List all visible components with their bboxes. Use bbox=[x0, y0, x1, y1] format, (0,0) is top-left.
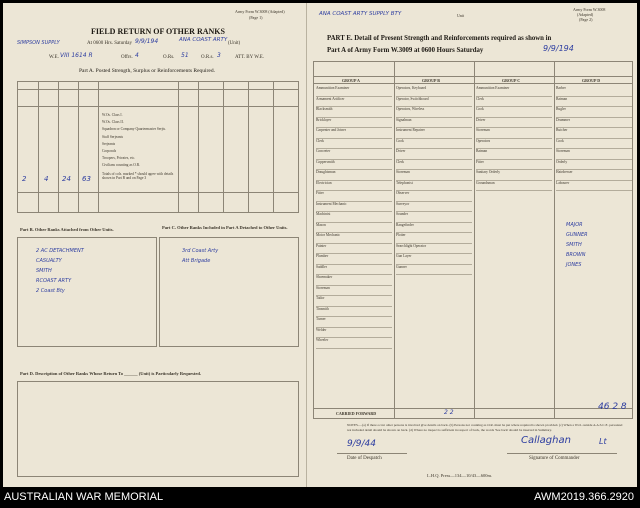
hw-entry-2: GUNNER bbox=[566, 232, 588, 238]
trade-row: Clerk bbox=[476, 97, 552, 108]
group-b-header: GROUP B bbox=[422, 78, 440, 83]
part-c-entry-2: Att Brigade bbox=[182, 258, 211, 264]
trade-row: Operators, Keyboard bbox=[396, 86, 472, 97]
trade-row: Plumber bbox=[316, 254, 392, 265]
trade-row: Ammunition Examiner bbox=[316, 86, 392, 97]
trade-row: Instrument Mechanic bbox=[316, 202, 392, 213]
ore-label: O.R.s. bbox=[201, 55, 214, 60]
trade-row: Gunner bbox=[396, 265, 472, 276]
ore-value: 3 bbox=[217, 52, 221, 59]
trade-row: Painter bbox=[316, 244, 392, 255]
trade-row: Clerk bbox=[396, 160, 472, 171]
trade-row: Operators, Wireless bbox=[396, 107, 472, 118]
row-label-7: Troopers, Privates, etc. bbox=[102, 156, 136, 160]
part-c-entry-1: 3rd Coast Arty bbox=[182, 248, 219, 254]
part-b-entry-1: 2 AC DETACHMENT bbox=[36, 248, 84, 254]
total-4: 63 bbox=[82, 175, 91, 183]
trade-row: Butcher bbox=[556, 128, 632, 139]
trade-row: Storeman bbox=[556, 149, 632, 160]
group-c-header: GROUP C bbox=[502, 78, 521, 83]
hw-entry-3: SMITH bbox=[566, 242, 582, 248]
part-c-table bbox=[159, 237, 299, 347]
trade-row: Surveyor bbox=[396, 202, 472, 213]
hw-entry-4: BROWN bbox=[566, 252, 586, 258]
carried-forward-total: 2 2 bbox=[444, 409, 454, 416]
trade-row: Observer bbox=[396, 191, 472, 202]
trade-row: Shoemaker bbox=[316, 275, 392, 286]
trade-row: Clerk bbox=[316, 139, 392, 150]
part-c-title: Part C. Other Ranks Included in Part A Detached to Other Units. bbox=[162, 225, 288, 230]
we-label: W.E. bbox=[49, 55, 59, 60]
row-label-3: Squadron or Company Quartermaster Serjts. bbox=[102, 127, 166, 131]
left-page bbox=[3, 3, 306, 487]
trade-row: Sanitary Orderly bbox=[476, 170, 552, 181]
notes: NOTES.—(a) If there occur other persons is involved give details on back. (b) Persons not counting as O.R. must be put where required is shown provided. (c) When a W.O. outside A.A.S.C.E. personnel not included detail should be shown on back. (d) Where no inspect is sufficient in respect of back, the words 'See back' should be inserted in Summary. bbox=[347, 423, 623, 432]
total-3: 24 bbox=[62, 175, 71, 183]
trade-row: Plotter bbox=[396, 233, 472, 244]
trade-row: Tinsmith bbox=[316, 307, 392, 318]
part-a-title: Part A. Posted Strength, Surplus or Reinforcements Required. bbox=[79, 68, 215, 74]
form-id-right: Army Form W.3008 bbox=[573, 7, 606, 12]
trade-row: Storeman bbox=[396, 170, 472, 181]
trade-row: Hairdresser bbox=[556, 170, 632, 181]
auth-label: ATT. BY W.E. bbox=[235, 55, 265, 60]
trade-row: Storeman bbox=[316, 286, 392, 297]
trade-row: Telephonist bbox=[396, 181, 472, 192]
trade-row: Operators bbox=[476, 139, 552, 150]
trade-row: Carpenter and Joiner bbox=[316, 128, 392, 139]
trade-row: Storeman bbox=[476, 128, 552, 139]
trade-row: Ammunition Examiner bbox=[476, 86, 552, 97]
unit-label: (Unit) bbox=[228, 41, 241, 46]
trade-row: Gun Layer bbox=[396, 254, 472, 265]
part-d-title: Part D. Description of Other Ranks Whose Return To ______ (Unit) is Particularly Requested. bbox=[20, 371, 201, 376]
commander-label: Signature of Commander bbox=[529, 456, 580, 461]
document-sheet bbox=[3, 3, 637, 487]
we-value: VIII 1614 R bbox=[60, 52, 93, 59]
trade-row: Turner bbox=[316, 317, 392, 328]
trade-row: Draughtsman bbox=[316, 170, 392, 181]
form-id-left: Army Form W.3008 (Adapted) bbox=[235, 9, 285, 14]
commander-signature: Callaghan bbox=[521, 435, 571, 446]
part-b-entry-2: CASUALTY bbox=[36, 258, 62, 264]
row-label-1: W.Os. Class I. bbox=[102, 113, 123, 117]
unit-value: ANA COAST ARTY bbox=[179, 37, 228, 43]
offrs-label: Offrs. bbox=[121, 55, 133, 60]
right-title-1: PART E. Detail of Present Strength and Reinforcements required as shown in bbox=[327, 35, 552, 42]
trade-row: Machinist bbox=[316, 212, 392, 223]
trade-row: Blacksmith bbox=[316, 107, 392, 118]
trade-row: Rangefinder bbox=[396, 223, 472, 234]
right-unit-label: Unit bbox=[457, 13, 465, 18]
trade-row: Bugler bbox=[556, 107, 632, 118]
part-e-table bbox=[313, 61, 633, 419]
group-a-header: GROUP A bbox=[342, 78, 360, 83]
trade-row: Batman bbox=[556, 97, 632, 108]
commander-rank: Lt bbox=[599, 437, 607, 446]
trade-row: Wheeler bbox=[316, 338, 392, 349]
row-label-2: W.Os. Class II. bbox=[102, 120, 124, 124]
left-title: FIELD RETURN OF OTHER RANKS bbox=[91, 27, 225, 36]
total-2: 4 bbox=[44, 175, 49, 183]
trade-row: Batman bbox=[476, 149, 552, 160]
trade-row: Cook bbox=[476, 107, 552, 118]
or-label: O.Rs. bbox=[163, 55, 175, 60]
trade-row: Orderly bbox=[556, 160, 632, 171]
row-label-6: Corporals bbox=[102, 149, 117, 153]
trade-row: Fitter bbox=[316, 191, 392, 202]
trade-row: Labourer bbox=[556, 181, 632, 192]
offrs-value: 4 bbox=[135, 52, 139, 59]
part-d-table bbox=[17, 381, 299, 477]
trade-row: Armament Artificer bbox=[316, 97, 392, 108]
trade-row: Fitter bbox=[476, 160, 552, 171]
trade-row: Driver bbox=[396, 149, 472, 160]
trade-row: Signalman bbox=[396, 118, 472, 129]
trade-row: Operator, Switchboard bbox=[396, 97, 472, 108]
trade-row: Welder bbox=[316, 328, 392, 339]
row-label-4: Staff Serjeants bbox=[102, 135, 123, 139]
row-label-9: Totals of cols. marked * should agree with details shown in Part B and on Page 3 bbox=[102, 172, 174, 180]
part-a-table bbox=[17, 81, 299, 213]
group-d-header: GROUP D bbox=[582, 78, 601, 83]
trade-row: Saddler bbox=[316, 265, 392, 276]
hrs-line: At 0600 Hrs. Saturday bbox=[87, 41, 132, 46]
trade-row: Bricklayer bbox=[316, 118, 392, 129]
despatch-date: 9/9/44 bbox=[347, 439, 376, 449]
row-label-8: Civilians counting as O.R. bbox=[102, 163, 141, 167]
part-b-entry-5: 2 Coast Bty bbox=[36, 288, 65, 294]
hrs-date: 9/9/194 bbox=[135, 38, 159, 45]
hw-entry-5: JONES bbox=[566, 262, 582, 268]
part-b-title: Part B. Other Ranks Attached from Other Units. bbox=[20, 227, 114, 232]
group-a-list bbox=[316, 86, 392, 349]
trade-row: Cook bbox=[556, 139, 632, 150]
group-c-list bbox=[476, 86, 552, 191]
trade-row: Sounder bbox=[396, 212, 472, 223]
trade-row: Groundsman bbox=[476, 181, 552, 192]
grand-total: 46 2 8 bbox=[598, 402, 627, 412]
form-page-right: (Adapted) bbox=[577, 12, 594, 17]
or-value: 51 bbox=[181, 52, 189, 59]
despatch-date-label: Date of Despatch bbox=[347, 456, 382, 461]
trade-row: Motor Mechanic bbox=[316, 233, 392, 244]
trade-row: Electrician bbox=[316, 181, 392, 192]
right-page bbox=[306, 3, 638, 487]
right-title-2: Part A of Army Form W.3009 at 0600 Hours Saturday bbox=[327, 47, 484, 54]
row-label-5: Serjeants bbox=[102, 142, 116, 146]
caption-right: AWM2019.366.2920 bbox=[534, 491, 634, 503]
hw-entry-1: MAJOR bbox=[566, 222, 583, 228]
trade-row: Searchlight Operator bbox=[396, 244, 472, 255]
trade-row: Cook bbox=[396, 139, 472, 150]
trade-row: Barber bbox=[556, 86, 632, 97]
trade-row: Concreter bbox=[316, 149, 392, 160]
stamp-handwriting: SIMPSON SUPPLY bbox=[17, 40, 60, 46]
caption-left: AUSTRALIAN WAR MEMORIAL bbox=[4, 491, 164, 503]
trade-row: Drummer bbox=[556, 118, 632, 129]
trade-row: Mason bbox=[316, 223, 392, 234]
part-b-entry-4: RCOAST ARTY bbox=[36, 278, 72, 284]
trade-row: Coppersmith bbox=[316, 160, 392, 171]
carried-forward-label: CARRIED FORWARD bbox=[336, 411, 377, 416]
group-b-list bbox=[396, 86, 472, 275]
total-1: 2 bbox=[22, 175, 27, 183]
trade-row: Tailor bbox=[316, 296, 392, 307]
form-page-left: (Page 1) bbox=[249, 15, 263, 20]
group-d-list bbox=[556, 86, 632, 191]
trade-row: Instrument Repairer bbox=[396, 128, 472, 139]
part-b-table bbox=[17, 237, 157, 347]
part-b-entry-3: SMITH bbox=[36, 268, 52, 274]
right-unit-hw: ANA COAST ARTY SUPPLY BTY bbox=[319, 11, 402, 17]
form-page2-right: (Page 2) bbox=[579, 17, 593, 22]
right-title-date: 9/9/194 bbox=[543, 44, 574, 53]
footer-print: L.H.Q. Press—134—10/43—600m. bbox=[427, 473, 493, 478]
trade-row: Driver bbox=[476, 118, 552, 129]
